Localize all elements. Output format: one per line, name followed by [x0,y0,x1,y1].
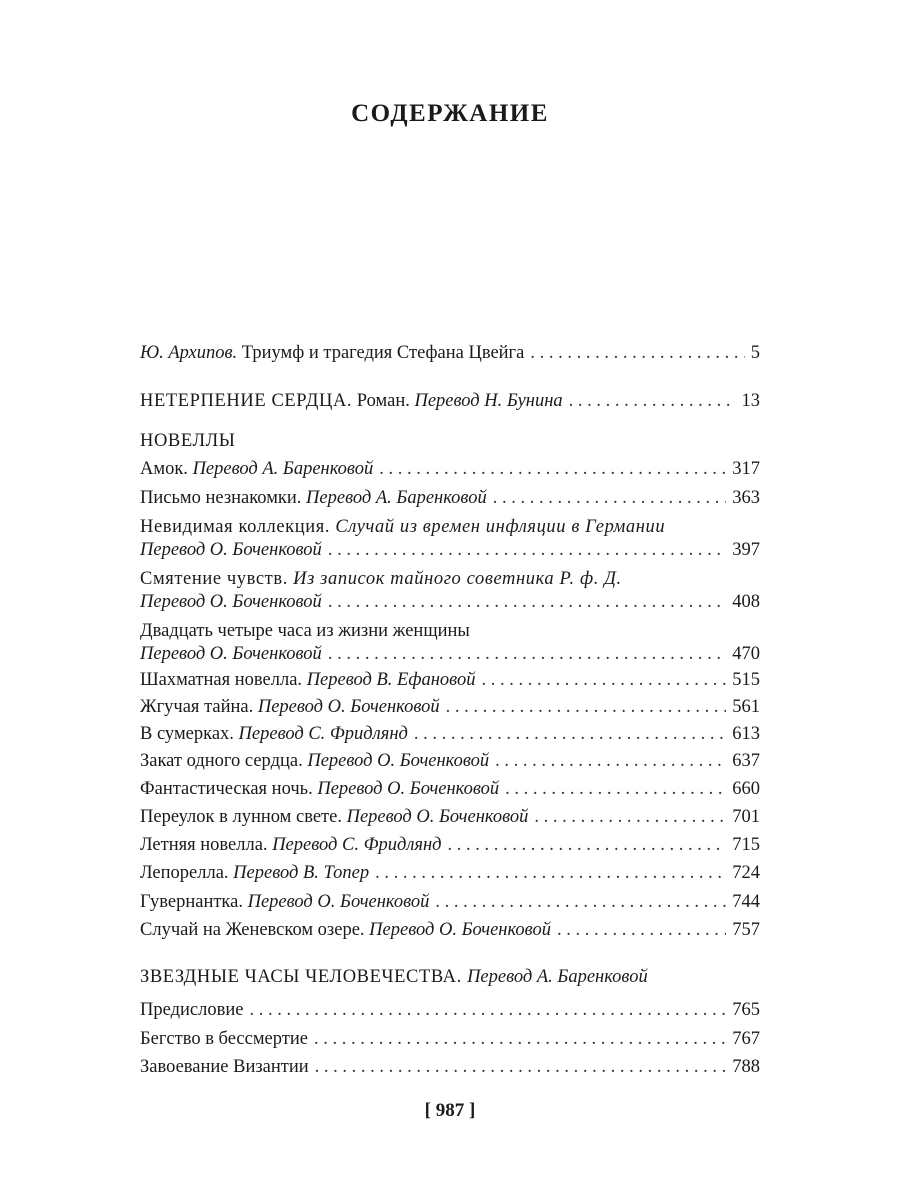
entry-title: Фантастическая ночь. [140,779,313,799]
leader-dots [569,388,736,414]
page-number: 408 [732,592,760,612]
entry-title: Завоевание Византии [140,1057,309,1077]
leader-dots [435,889,726,915]
leader-dots [375,860,726,886]
toc-entry-intro[interactable] [140,340,760,366]
toc-entry[interactable] [140,917,760,943]
translator: Перевод О. Боченковой [346,807,529,827]
translator: Перевод О. Боченковой [317,779,500,799]
entry-title: Жгучая тайна. [140,697,254,717]
page-number: 715 [732,835,760,855]
page-number-folio: [ 987 ] [424,1100,476,1121]
entry-title: Закат одного сердца. [140,751,303,771]
entry-title: Летняя новелла. [140,835,268,855]
translator: Перевод О. Боченковой [247,892,430,912]
toc-entry[interactable] [140,776,760,802]
leader-dots [315,1054,727,1080]
page-number: 701 [732,807,760,827]
entry-title: Триумф и трагедия Стефана Цвейга [241,343,525,363]
entry-title: Переулок в лунном свете. [140,807,342,827]
entry-subtitle: Случай из времен инфляции в Германии [335,517,666,537]
page-number: 515 [732,670,760,690]
leader-dots [505,776,726,802]
translator: Перевод О. Боченковой [369,920,551,940]
entry-title: Невидимая коллекция. [140,517,331,537]
leader-dots [530,340,744,366]
toc-entry[interactable] [140,1054,760,1080]
page-number: 724 [732,863,760,883]
toc-entry[interactable] [140,889,760,915]
translator: Перевод О. Боченковой [140,540,322,560]
entry-title: Лепорелла. [140,863,229,883]
toc-entry[interactable] [140,748,760,774]
translator: Перевод О. Боченковой [257,697,440,717]
page-number: 13 [741,391,760,411]
toc-entry[interactable] [140,589,760,615]
page-number: 757 [732,920,760,940]
toc-entry[interactable] [140,537,760,563]
translator: Перевод А. Баренковой [192,459,374,479]
toc-entry[interactable] [140,721,760,747]
translator: Перевод А. Баренковой [467,967,648,987]
toc-entry[interactable] [140,860,760,886]
entry-title: В сумерках. [140,724,234,744]
page-number: 660 [732,779,760,799]
page-number: 767 [732,1029,760,1049]
entry-title: Гувернантка. [140,892,243,912]
page-number: 317 [732,459,760,479]
translator: Перевод А. Баренковой [306,488,487,508]
toc-entry[interactable] [140,456,760,482]
toc-entry[interactable] [140,667,760,693]
section-heading-stars[interactable] [140,964,760,990]
toc-entry[interactable] [140,832,760,858]
translator: Перевод В. Ефановой [306,670,476,690]
toc-entry[interactable] [140,641,760,667]
entry-title: Бегство в бессмертие [140,1029,308,1049]
author: Ю. Архипов. [140,343,238,363]
entry-title: Смятение чувств. [140,569,288,589]
section-title: ЗВЕЗДНЫЕ ЧАСЫ ЧЕЛОВЕЧЕСТВА. [140,967,462,987]
page-number: 5 [750,343,760,363]
entry-title: Письмо незнакомки. [140,488,302,508]
translator: Перевод О. Боченковой [140,592,322,612]
leader-dots [481,667,726,693]
page-number: 561 [732,697,760,717]
page-number: 788 [732,1057,760,1077]
toc-entry[interactable] [140,485,760,511]
page-number: 637 [732,751,760,771]
leader-dots [328,641,726,667]
page-title: СОДЕРЖАНИЕ [351,100,549,127]
toc-entry[interactable] [140,694,760,720]
leader-dots [557,917,726,943]
leader-dots [414,721,726,747]
entry-title: Амок. [140,459,188,479]
section-heading-novellas: НОВЕЛЛЫ [140,431,236,451]
entry-genre: Роман. [356,391,410,411]
leader-dots [534,804,726,830]
entry-title: Случай на Женевском озере. [140,920,365,940]
translator: Перевод В. Топер [233,863,370,883]
page-number: 397 [732,540,760,560]
leader-dots [495,748,726,774]
page-number: 470 [732,644,760,664]
leader-dots [493,485,727,511]
toc-entry[interactable] [140,1026,760,1052]
toc-entry[interactable] [140,804,760,830]
translator: Перевод С. Фридлянд [238,724,408,744]
entry-title: Шахматная новелла. [140,670,303,690]
toc-entry-novel[interactable] [140,388,760,414]
leader-dots [314,1026,726,1052]
entry-title: НЕТЕРПЕНИЕ СЕРДЦА. [140,391,353,411]
page-number: 363 [732,488,760,508]
leader-dots [379,456,726,482]
leader-dots [328,537,726,563]
entry-title: Двадцать четыре часа из жизни женщины [140,621,470,641]
entry-title: Предисловие [140,1000,244,1020]
translator: Перевод О. Боченковой [307,751,490,771]
leader-dots [448,832,727,858]
translator: Перевод С. Фридлянд [272,835,442,855]
page-number: 744 [732,892,760,912]
entry-subtitle: Из записок тайного советника Р. ф. Д. [293,569,622,589]
page-number: 765 [732,1000,760,1020]
translator: Перевод Н. Бунина [414,391,563,411]
page-number: 613 [732,724,760,744]
toc-entry[interactable] [140,997,760,1023]
leader-dots [446,694,727,720]
leader-dots [249,997,726,1023]
translator: Перевод О. Боченковой [140,644,322,664]
leader-dots [328,589,726,615]
